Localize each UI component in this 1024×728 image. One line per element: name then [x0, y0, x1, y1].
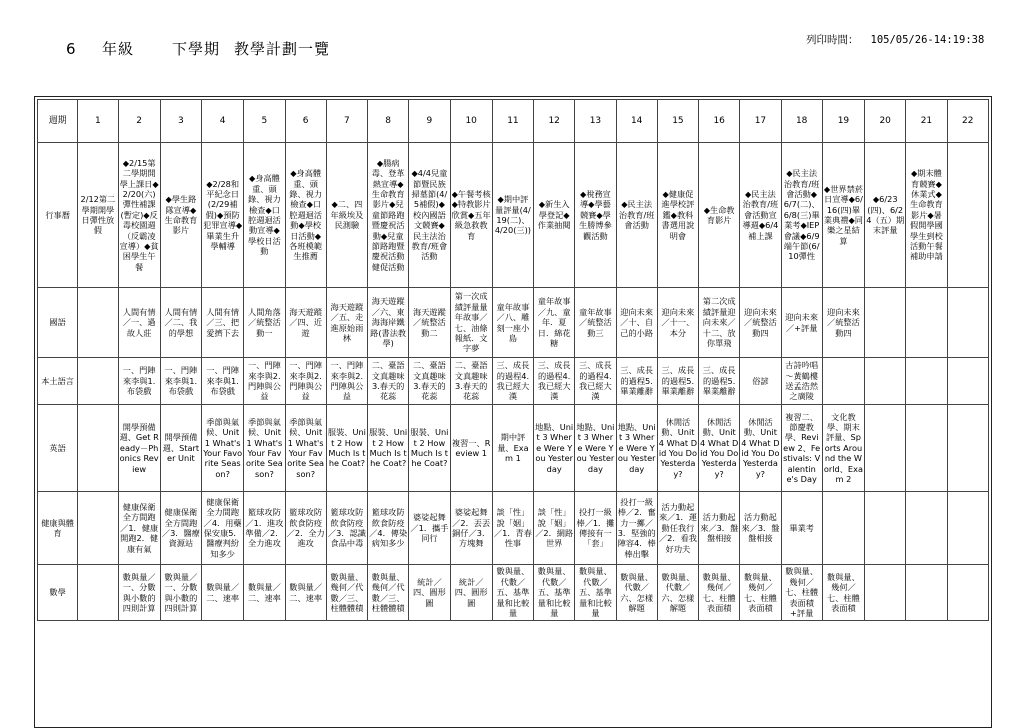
plan-cell [740, 358, 781, 405]
plan-cell [118, 405, 160, 492]
plan-cell [947, 492, 988, 565]
plan-cell [781, 405, 822, 492]
plan-cell [450, 143, 492, 288]
plan-cell-text: ◆新生入學登記◆作業抽閱 [537, 199, 571, 231]
plan-cell [575, 288, 616, 358]
plan-cell [822, 358, 864, 405]
plan-cell [781, 358, 822, 405]
plan-cell-text: 童年故事／統整活動三 [579, 306, 612, 338]
plan-cell-text: 投打一級棒／1．攤傳接有一「套」 [576, 507, 615, 549]
subject-row-events [38, 143, 989, 288]
plan-cell [326, 143, 367, 288]
plan-cell [616, 288, 657, 358]
plan-cell-text: ◆身高體重、頭錄、視力檢查◆口腔週迴活動宣導◆學校日活動 [248, 173, 281, 257]
plan-cell-text: 三、成長的過程5.畢業離辭 [661, 365, 695, 397]
week-number: 5 [244, 100, 285, 143]
plan-cell [202, 405, 244, 492]
plan-cell-text: 休閒活動、Unit 4 What Did You Do Yesterday? [700, 416, 739, 479]
plan-cell [409, 358, 450, 405]
plan-cell [616, 405, 657, 492]
week-number: 21 [906, 100, 947, 143]
plan-cell-text: 一、門陣來李與2.門陣與公益 [248, 360, 281, 402]
plan-cell-text: 數與量、幾何／代數／三、柱體體積 [371, 571, 405, 613]
plan-cell-text: ◆期中評量評量(4/19(二)、4/20(三)) [494, 194, 531, 236]
plan-cell-text: 二、臺語文真趣味3.春天的花蕊 [454, 360, 488, 402]
plan-cell-text: 數與量、幾何／七、柱體表面積+評量 [785, 566, 819, 619]
week-number: 8 [368, 100, 409, 143]
plan-cell [822, 565, 864, 621]
plan-cell [657, 492, 698, 565]
plan-cell [616, 358, 657, 405]
plan-cell [657, 405, 698, 492]
plan-cell [78, 565, 118, 621]
plan-cell [450, 358, 492, 405]
print-time [806, 32, 984, 47]
plan-cell [616, 143, 657, 288]
plan-cell [865, 288, 906, 358]
plan-cell [657, 565, 698, 621]
plan-cell-text: 數與量／一、分數與小數的四則計算 [122, 571, 156, 613]
plan-cell-text: 童年故事／九、童年．夏日．綿花糖 [537, 296, 571, 349]
plan-cell-text: 二、臺語文真趣味3.春天的花蕊 [413, 360, 446, 402]
plan-cell [244, 492, 285, 565]
plan-cell [409, 405, 450, 492]
plan-cell-text: ◆學生路隊宣導◆生命教育影片 [164, 194, 198, 236]
plan-cell-text: 一、門陣來李與1.布袋戲 [164, 365, 198, 397]
plan-cell [118, 565, 160, 621]
plan-cell [118, 288, 160, 358]
plan-cell [285, 405, 326, 492]
plan-cell [202, 565, 244, 621]
plan-cell-text: 健康保衛全力間跑／4．用藥保安康5．醫療判紛知多少 [203, 496, 242, 559]
plan-cell-text: 一、門陣來李與2.門陣與公益 [289, 360, 323, 402]
week-number: 10 [450, 100, 492, 143]
week-number: 22 [947, 100, 988, 143]
plan-cell [534, 288, 575, 358]
week-number: 19 [822, 100, 864, 143]
plan-cell [285, 565, 326, 621]
plan-cell-text: 地點、Unit 3 Where Were You Yesterday [535, 421, 574, 474]
plan-cell [534, 492, 575, 565]
plan-cell [78, 143, 118, 288]
plan-cell-text: 一、門陣來李與2.門陣與公益 [330, 360, 364, 402]
plan-cell-text: 活力動起來／3．盤盤相接 [741, 512, 780, 544]
plan-cell [160, 405, 201, 492]
plan-cell-text: 第一次成績評量量年故事／七、油條報紙．文字夢 [454, 291, 488, 354]
plan-cell-text: 數與量、代數／五、基準量和比較量 [496, 566, 530, 619]
plan-cell [822, 288, 864, 358]
plan-cell [244, 405, 285, 492]
plan-cell [78, 405, 118, 492]
plan-cell [368, 288, 409, 358]
plan-cell-text: 數與量、代數／五、基準量和比較量 [537, 566, 571, 619]
plan-cell-text: 婆娑起舞／1．攜手同行 [410, 512, 449, 544]
plan-cell [616, 565, 657, 621]
plan-cell-text: 健康保衛全方間跑／3．醫療資源站 [161, 507, 200, 549]
plan-cell [285, 358, 326, 405]
plan-cell [244, 358, 285, 405]
plan-cell [160, 288, 201, 358]
plan-cell-text: 數與量、代數／五、基準量和比較量 [579, 566, 612, 619]
row-label: 行事曆 [38, 143, 78, 288]
plan-cell-text: 海天遊蹤／統整活動二 [413, 306, 446, 338]
plan-cell [368, 405, 409, 492]
plan-cell [326, 565, 367, 621]
plan-cell-text: 文化教學、期末評量、Sports Around the World、Exam 2 [823, 411, 863, 485]
plan-cell-text: 迎向未來／統整活動四 [827, 306, 860, 338]
subject-row-local [38, 358, 989, 405]
plan-cell-text: 數與量、幾何／代數／三、柱體體積 [330, 571, 364, 613]
plan-cell-text: 休閒活動、Unit 4 What Did You Do Yesterday? [658, 416, 698, 479]
plan-cell-text: ◆生命教育影片 [703, 204, 735, 225]
plan-cell-text: 活力動起來／3．盤盤相接 [700, 512, 739, 544]
plan-cell-text: 三、成長的過程5.畢業離辭 [620, 365, 654, 397]
subject-row-english [38, 405, 989, 492]
plan-cell [740, 288, 781, 358]
plan-cell-text: 數與量、幾何／七、柱體表面積 [744, 571, 777, 613]
plan-cell [781, 143, 822, 288]
plan-cell [492, 492, 533, 565]
plan-cell-text: 複習二、節慶教學、Review 2、Festivals: Valentine's Day [783, 411, 821, 485]
week-number: 3 [160, 100, 201, 143]
plan-cell-text: ◆民主法治教育/班會活動 [618, 199, 655, 231]
plan-cell [118, 492, 160, 565]
plan-cell [822, 143, 864, 288]
plan-cell [160, 565, 201, 621]
week-number: 15 [657, 100, 698, 143]
plan-cell-text: ◆民主法治教育/班會活動宣導週◆6/4補上課 [742, 188, 779, 241]
plan-cell-text: 地點、Unit 3 Where Were You Yesterday [617, 421, 656, 474]
page-title [66, 38, 330, 59]
plan-cell [326, 405, 367, 492]
plan-cell [450, 492, 492, 565]
plan-cell-text: 迎向未來／十、自己的小路 [620, 306, 654, 338]
week-number: 2 [118, 100, 160, 143]
plan-cell-text: 童年故事／八、雕刻一座小島 [496, 301, 530, 343]
plan-cell-text: 一、門陣來李與1.布袋戲 [206, 365, 240, 397]
plan-cell-text: 季節與氣候、Unit 1 What's Your Favorite Season? [287, 416, 325, 479]
plan-cell-text: 古詩吟唱～黃鶴樓送孟浩然之廣陵 [785, 360, 819, 402]
plan-cell [575, 358, 616, 405]
plan-cell [534, 565, 575, 621]
plan-cell-text: 婆娑起舞／2．丟丟銅仔／3．方塊舞 [452, 507, 491, 549]
plan-cell-text: 籃球攻防／1．進攻準備／2．全力進攻 [245, 507, 284, 549]
plan-cell [699, 492, 740, 565]
plan-cell-text: 三、成長的過程4.我已經大漢 [579, 360, 612, 402]
plan-cell-text: 數與量、幾何／七、柱體表面積 [827, 571, 860, 613]
plan-cell-text: 二、臺語文真趣味3.春天的花蕊 [371, 360, 405, 402]
plan-cell-text: 俗諺 [752, 375, 769, 386]
plan-cell [160, 492, 201, 565]
plan-cell [244, 143, 285, 288]
plan-cell [822, 405, 864, 492]
subject-row-chinese [38, 288, 989, 358]
week-number: 16 [699, 100, 740, 143]
plan-cell-text: 休閒活動、Unit 4 What Did You Do Yesterday? [741, 416, 780, 479]
plan-cell-text: ◆2/28和平紀念日(2/29補假)◆預防犯罪宣導◆畢業生升學輔導 [203, 178, 243, 252]
subject-row-health [38, 492, 989, 565]
plan-cell-text: 開學預備週、Starter Unit [162, 432, 200, 464]
row-label: 英語 [38, 405, 78, 492]
plan-cell-text: 三、成長的過程4.我已經大漢 [496, 360, 530, 402]
plan-cell [326, 492, 367, 565]
week-number: 18 [781, 100, 822, 143]
grade-label: 年級 [102, 40, 135, 58]
plan-cell-text: 籃球攻防飲食防疫／3．認識食品中毒 [327, 507, 366, 549]
plan-cell [657, 143, 698, 288]
plan-cell [865, 492, 906, 565]
plan-cell-text: 服裝、Unit 2 How Much Is the Coat? [410, 427, 449, 469]
plan-cell-text: 海天遊蹤／四、近遊 [289, 306, 323, 338]
plan-cell [822, 492, 864, 565]
plan-cell-text: ◆2/15第二學期開學上課日◆2/20(六)彈性補課(暫定)◆反毒校園週（反霸凌宣導）◆貧困學生午餐 [119, 157, 159, 272]
plan-cell [906, 143, 947, 288]
plan-cell-text: 一、門陣來李與1.布袋戲 [122, 365, 156, 397]
plan-cell [781, 288, 822, 358]
plan-cell [699, 405, 740, 492]
plan-cell-text: 數與量、代數／六、怎樣解題 [620, 571, 654, 613]
plan-cell [450, 405, 492, 492]
plan-cell-text: 服裝、Unit 2 How Much Is the Coat? [369, 427, 408, 469]
week-number: 13 [575, 100, 616, 143]
plan-cell [492, 565, 533, 621]
plan-cell [160, 143, 201, 288]
plan-cell [657, 358, 698, 405]
plan-cell [285, 288, 326, 358]
plan-cell-text: 季節與氣候、Unit 1 What's Your Favorite Season? [203, 416, 243, 479]
plan-cell [699, 288, 740, 358]
plan-cell [575, 492, 616, 565]
plan-cell-text: 人間有情／二、我的學想 [164, 306, 198, 338]
plan-cell [326, 358, 367, 405]
plan-cell [906, 492, 947, 565]
plan-cell [368, 358, 409, 405]
plan-cell-text: 人間角落／統整活動一 [248, 306, 281, 338]
plan-cell [534, 143, 575, 288]
plan-cell [740, 143, 781, 288]
plan-cell [616, 492, 657, 565]
plan-cell [409, 565, 450, 621]
plan-cell [202, 143, 244, 288]
plan-cell [492, 405, 533, 492]
plan-cell-text: 籃球攻防飲食防疫／4．傳染病知多少 [369, 507, 408, 549]
plan-cell-text: 海天遊蹤／五、走進原始雨林 [330, 301, 364, 343]
plan-cell [78, 492, 118, 565]
plan-cell [368, 143, 409, 288]
plan-cell [118, 143, 160, 288]
week-number: 14 [616, 100, 657, 143]
plan-cell-text: ◆稅務宣導◆學藝競賽◆學生勝博參觀活動 [579, 188, 612, 241]
plan-cell [202, 492, 244, 565]
plan-cell-text: ◆身高體重、頭錄、視力檢查◆口腔週迴活動◆學校日活動◆各班模範生推薦 [289, 168, 323, 262]
plan-cell-text: 人間有情／三、把愛擠下去 [206, 306, 240, 338]
week-number: 4 [202, 100, 244, 143]
plan-cell [202, 288, 244, 358]
week-number: 20 [865, 100, 906, 143]
term-label: 下學期 [172, 40, 221, 58]
plan-cell [244, 565, 285, 621]
plan-cell [409, 143, 450, 288]
plan-cell [118, 358, 160, 405]
plan-cell [906, 358, 947, 405]
plan-cell [906, 405, 947, 492]
week-number: 9 [409, 100, 450, 143]
plan-cell [575, 405, 616, 492]
plan-cell-text: 三、成長的過程5.畢業離辭 [702, 365, 736, 397]
plan-cell [492, 358, 533, 405]
plan-cell-text: 服裝、Unit 2 How Much Is the Coat? [327, 427, 366, 469]
plan-cell-text: 談「性」說「姻」／1．青春性事 [493, 507, 532, 549]
plan-cell-text: 2/12第二學期開學日彈性放假 [80, 194, 116, 236]
plan-cell [409, 288, 450, 358]
plan-cell-text: 迎向未來／十一、本分 [661, 306, 695, 338]
plan-cell-text: ◆民主法治教育/班會活動◆6/7(二)、6/8(三)畢業考◆IEP會議◆6/9端午節(6/10彈性 [783, 168, 820, 262]
plan-cell-text: ◆腸病毒、登革熱宣導◆生命教育影片◆兒童節路跑暨慶祝活動◆兒童節路跑暨慶祝活動健促活動 [371, 157, 405, 272]
plan-cell-text: 談「性」說「姻」／2．網路世界 [535, 507, 574, 549]
plan-cell [865, 565, 906, 621]
plan-cell-text: 開學預備週、Get Ready－Phonics Review [119, 421, 159, 474]
plan-cell-text: 數與量／一、分數與小數的四則計算 [164, 571, 198, 613]
plan-cell [409, 492, 450, 565]
plan-cell-text: 數與量／二、速率 [206, 582, 240, 603]
plan-cell-text: 健康保衛全方間跑／1．健康開跑2．健康有氣 [120, 501, 159, 554]
plan-cell [285, 492, 326, 565]
plan-cell [947, 143, 988, 288]
plan-cell [865, 405, 906, 492]
plan-cell-text: 籃球攻防飲食防疫／2．全力進攻 [286, 507, 325, 549]
plan-cell [368, 565, 409, 621]
plan-cell-text: 地點、Unit 3 Where Were You Yesterday [576, 421, 615, 474]
plan-cell-text: 數與量、代數／六、怎樣解題 [661, 571, 695, 613]
plan-cell-text: 複習一、Review 1 [451, 437, 491, 458]
plan-cell-text: 活力動起來／1．運動任我行／2．看我好功夫 [658, 501, 697, 554]
plan-cell [160, 358, 201, 405]
plan-cell [906, 288, 947, 358]
week-number: 12 [534, 100, 575, 143]
plan-cell [906, 565, 947, 621]
plan-cell-text: 統計／四、圓形圖 [454, 576, 488, 608]
plan-cell [368, 492, 409, 565]
week-number: 17 [740, 100, 781, 143]
plan-cell-text: 數與量／二、速率 [289, 582, 323, 603]
plan-cell [450, 565, 492, 621]
plan-cell [865, 358, 906, 405]
plan-cell-text: 迎向未來／統整活動四 [744, 306, 777, 338]
plan-cell [326, 288, 367, 358]
week-number: 6 [285, 100, 326, 143]
plan-cell [947, 358, 988, 405]
plan-cell [492, 143, 533, 288]
plan-cell [699, 358, 740, 405]
plan-cell [202, 358, 244, 405]
plan-title: 教學計劃一覽 [234, 40, 331, 58]
plan-cell-text: 期中評量、Exam 1 [497, 432, 529, 464]
plan-cell [575, 565, 616, 621]
plan-cell-text: 第二次成績評量迎向未來／十二、放你單飛 [702, 296, 736, 349]
plan-cell [947, 565, 988, 621]
plan-cell [78, 358, 118, 405]
plan-cell [492, 288, 533, 358]
row-label: 健康與體育 [38, 492, 78, 565]
plan-cell-text: ◆4/4兒童節暨民族掃墓節(4/5補假)◆校內國語文競賽◆民主法治教育/班會活動 [411, 168, 448, 262]
plan-cell [699, 565, 740, 621]
plan-cell-text: 海天遊蹤／六、東海海岸鐵路(書法教學) [370, 296, 407, 349]
plan-cell [285, 143, 326, 288]
plan-cell [534, 405, 575, 492]
plan-cell-text: 季節與氣候、Unit 1 What's Your Favorite Season? [246, 416, 283, 479]
week-header-row [38, 100, 989, 143]
plan-cell-text: 迎向未來／+評量 [785, 312, 819, 333]
plan-cell [781, 565, 822, 621]
plan-cell-text: 畢業考 [789, 522, 814, 533]
week-label: 週期 [38, 100, 78, 143]
plan-cell [947, 288, 988, 358]
teaching-plan-table [37, 99, 989, 621]
plan-cell [450, 288, 492, 358]
print-time-label: 列印時間： [806, 34, 859, 46]
week-number: 1 [78, 100, 118, 143]
plan-cell [740, 492, 781, 565]
plan-cell-text: ◆二、四年級埃及民測驗 [330, 199, 364, 231]
week-number: 7 [326, 100, 367, 143]
plan-cell [947, 405, 988, 492]
plan-cell-text: ◆期末體育競賽◆休業式◆生命教育影片◆暑假開學國學生到校活動午餐補助申請 [910, 168, 943, 262]
week-number: 11 [492, 100, 533, 143]
plan-cell-text: 數與量、幾何／七、柱體表面積 [702, 571, 736, 613]
plan-cell [244, 288, 285, 358]
plan-cell [534, 358, 575, 405]
subject-row-math [38, 565, 989, 621]
plan-cell-text: 人間有情／一、過故人莊 [122, 306, 156, 338]
plan-cell [78, 288, 118, 358]
plan-cell-text: ◆6/23(四)、6/24（五）期末評量 [866, 194, 905, 236]
plan-cell [781, 492, 822, 565]
plan-cell-text: ◆午餐考核◆特教影片欣賞◆五年級急救教育 [451, 188, 491, 241]
plan-cell-text: 三、成長的過程4.我已經大漢 [537, 360, 571, 402]
plan-cell-text: ◆健康促進學校評鑑◆教科書選用說明會 [661, 188, 695, 241]
plan-cell-text: ◆世界禁菸日宣導◆6/16(四)畢業典禮◆同樂之星結算 [823, 183, 863, 246]
row-label: 數學 [38, 565, 78, 621]
row-label: 本土語言 [38, 358, 78, 405]
plan-cell [657, 288, 698, 358]
plan-cell [740, 565, 781, 621]
row-label: 國語 [38, 288, 78, 358]
plan-cell [740, 405, 781, 492]
plan-cell [699, 143, 740, 288]
plan-cell-text: 數與量／二、速率 [248, 582, 281, 603]
print-time-value: 105/05/26-14:19:38 [870, 34, 985, 46]
plan-cell-text: 統計／四、圓形圖 [413, 576, 446, 608]
grade-number: 6 [66, 40, 77, 58]
plan-cell [865, 143, 906, 288]
plan-cell-text: 投打一級棒／2．奮力一擲／3．堅強的陣容4．棒棒出擊 [617, 496, 656, 559]
plan-cell [575, 143, 616, 288]
